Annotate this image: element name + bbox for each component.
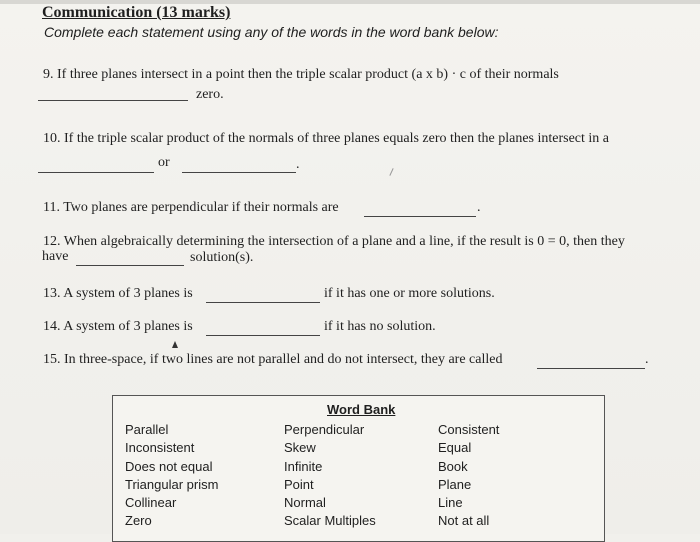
q12-tail: solution(s). xyxy=(190,250,254,265)
word-item: Plane xyxy=(438,476,472,492)
q10-blank-1[interactable] xyxy=(38,160,154,178)
word-bank-col-2 xyxy=(284,421,376,531)
q10-end: . xyxy=(296,157,300,172)
q12-have: have xyxy=(42,249,69,264)
word-item: Equal xyxy=(438,440,472,456)
q15-text: 15. In three-space, if two lines are not parallel and do not intersect, they are called xyxy=(43,352,503,367)
word-item: Not at all xyxy=(438,513,490,529)
instructions: Complete each statement using any of the words in the word bank below: xyxy=(44,24,499,40)
q14-blank[interactable] xyxy=(206,323,320,341)
word-bank-title: Word Bank xyxy=(327,402,396,417)
q11-blank[interactable] xyxy=(364,204,476,222)
word-bank-col-3 xyxy=(438,421,499,531)
q9-blank[interactable] xyxy=(38,88,188,106)
word-bank xyxy=(112,395,605,542)
word-item: Infinite xyxy=(284,458,323,474)
word-item: Inconsistent xyxy=(125,440,195,456)
word-item: Scalar Multiples xyxy=(284,513,376,529)
word-item: Line xyxy=(438,495,463,511)
q13-tail: if it has one or more solutions. xyxy=(324,286,495,301)
q11-end: . xyxy=(477,200,481,215)
mouse-cursor-icon xyxy=(172,341,178,348)
q12-blank[interactable] xyxy=(76,253,184,271)
pencil-mark xyxy=(389,168,393,176)
q15-end: . xyxy=(645,352,649,367)
q14-tail: if it has no solution. xyxy=(324,319,436,334)
q13-blank[interactable] xyxy=(206,290,320,308)
word-item: Point xyxy=(284,476,314,492)
word-item: Book xyxy=(438,458,468,474)
q14-text: 14. A system of 3 planes is xyxy=(43,319,193,334)
word-item: Parallel xyxy=(125,422,169,437)
word-item: Does not equal xyxy=(125,458,213,474)
q10-blank-2[interactable] xyxy=(182,160,296,178)
word-bank-col-1 xyxy=(125,421,218,531)
q11-text: 11. Two planes are perpendicular if their normals are xyxy=(43,200,339,215)
q12-line1: 12. When algebraically determining the intersection of a plane and a line, if the result is 0 = 0, then they xyxy=(43,234,625,249)
q9-line1: 9. If three planes intersect in a point then the triple scalar product (a x b) · c of their normals xyxy=(43,67,559,82)
word-item: Consistent xyxy=(438,422,500,437)
section-title: Communication (13 marks) xyxy=(42,4,231,21)
word-item: Triangular prism xyxy=(125,476,219,492)
q10-line1: 10. If the triple scalar product of the normals of three planes equals zero then the planes intersect in a xyxy=(43,131,610,146)
word-item: Zero xyxy=(125,513,152,529)
q15-blank[interactable] xyxy=(537,356,645,374)
word-item: Perpendicular xyxy=(284,422,365,437)
q13-text: 13. A system of 3 planes is xyxy=(43,286,193,301)
word-item: Skew xyxy=(284,440,316,456)
q9-tail: zero. xyxy=(196,87,224,102)
word-item: Normal xyxy=(284,495,326,511)
word-item: Collinear xyxy=(125,495,177,511)
q10-or: or xyxy=(158,155,170,170)
